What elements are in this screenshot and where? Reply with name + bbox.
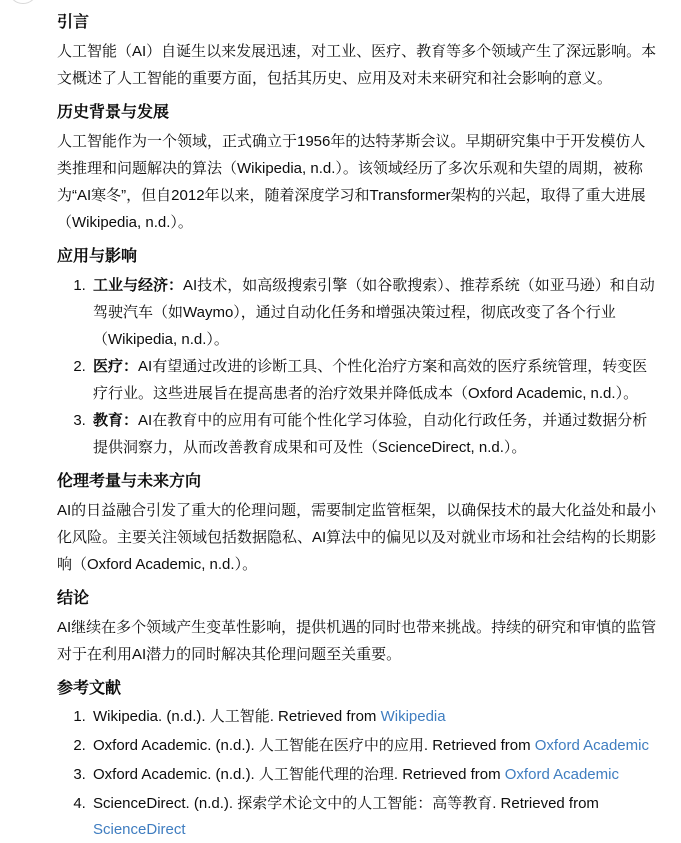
list-item-healthcare: [90, 353, 659, 407]
reference-link-oxford-academic[interactable]: Oxford Academic: [504, 766, 619, 783]
list-item-label: 教育：: [93, 412, 139, 429]
list-item-label: 医疗：: [93, 358, 139, 375]
section-heading-applications: 应用与影响: [57, 248, 138, 265]
reference-text: Oxford Academic. (n.d.). 人工智能代理的治理. Retrieved from: [93, 766, 505, 783]
section-heading-history: 历史背景与发展: [57, 104, 170, 121]
ethics-paragraph: AI的日益融合引发了重大的伦理问题，需要制定监管框架，以确保技术的最大化益处和最小化风险。主要关注领域包括数据隐私、AI算法中的偏见以及对就业市场和社会结构的长期影响（Oxford Academic, n.d.）。: [57, 502, 657, 573]
section-heading-ethics: 伦理考量与未来方向: [57, 473, 202, 490]
reference-link-wikipedia[interactable]: Wikipedia: [380, 708, 446, 725]
list-item-industry: [90, 272, 659, 353]
reference-text: Oxford Academic. (n.d.). 人工智能在医疗中的应用. Retrieved from: [93, 737, 535, 754]
reference-item: [90, 791, 659, 843]
references-list: [57, 704, 659, 843]
list-item-label: 工业与经济：: [93, 277, 184, 294]
reference-item: [90, 704, 659, 730]
conclusion-paragraph: AI继续在多个领域产生变革性影响，提供机遇的同时也带来挑战。持续的研究和审慎的监管对于在利用AI潜力的同时解决其伦理问题至关重要。: [57, 619, 657, 663]
section-heading-references: 参考文献: [57, 680, 122, 697]
reference-item: [90, 733, 659, 759]
list-item-education: [90, 407, 659, 461]
list-item-text: AI有望通过改进的诊断工具、个性化治疗方案和高效的医疗系统管理，转变医疗行业。这些进展旨在提高患者的治疗效果并降低成本（Oxford Academic, n.d.）。: [93, 358, 648, 402]
reference-text: ScienceDirect. (n.d.). 探索学术论文中的人工智能：高等教育. Retrieved from: [93, 795, 599, 812]
list-item-text: AI技术，如高级搜索引擎（如谷歌搜索）、推荐系统（如亚马逊）和自动驾驶汽车（如Waymo），通过自动化任务和增强决策过程，彻底改变了各个行业（Wikipedia, n.d.）。: [93, 277, 655, 348]
reference-item: [90, 762, 659, 788]
applications-list: [57, 272, 659, 461]
reference-link-oxford-academic[interactable]: Oxford Academic: [534, 737, 649, 754]
section-heading-conclusion: 结论: [57, 590, 90, 607]
reference-text: Wikipedia. (n.d.). 人工智能. Retrieved from: [93, 708, 381, 725]
intro-paragraph: 人工智能（AI）自诞生以来发展迅速，对工业、医疗、教育等多个领域产生了深远影响。本文概述了人工智能的重要方面，包括其历史、应用及对未来研究和社会影响的意义。: [57, 43, 657, 87]
section-heading-intro: 引言: [57, 14, 90, 31]
list-item-text: AI在教育中的应用有可能个性化学习体验，自动化行政任务，并通过数据分析提供洞察力，从而改善教育成果和可及性（ScienceDirect, n.d.）。: [93, 412, 648, 456]
reference-link-sciencedirect[interactable]: ScienceDirect: [93, 821, 186, 838]
history-paragraph: 人工智能作为一个领域，正式确立于1956年的达特茅斯会议。早期研究集中于开发模仿人类推理和问题解决的算法（Wikipedia, n.d.）。该领域经历了多次乐观和失望的周期，被称为“AI寒冬”，但自2012年以来，随着深度学习和Transformer架构的兴起，取得了重大进展（Wikipedia, n.d.）。: [57, 133, 646, 231]
